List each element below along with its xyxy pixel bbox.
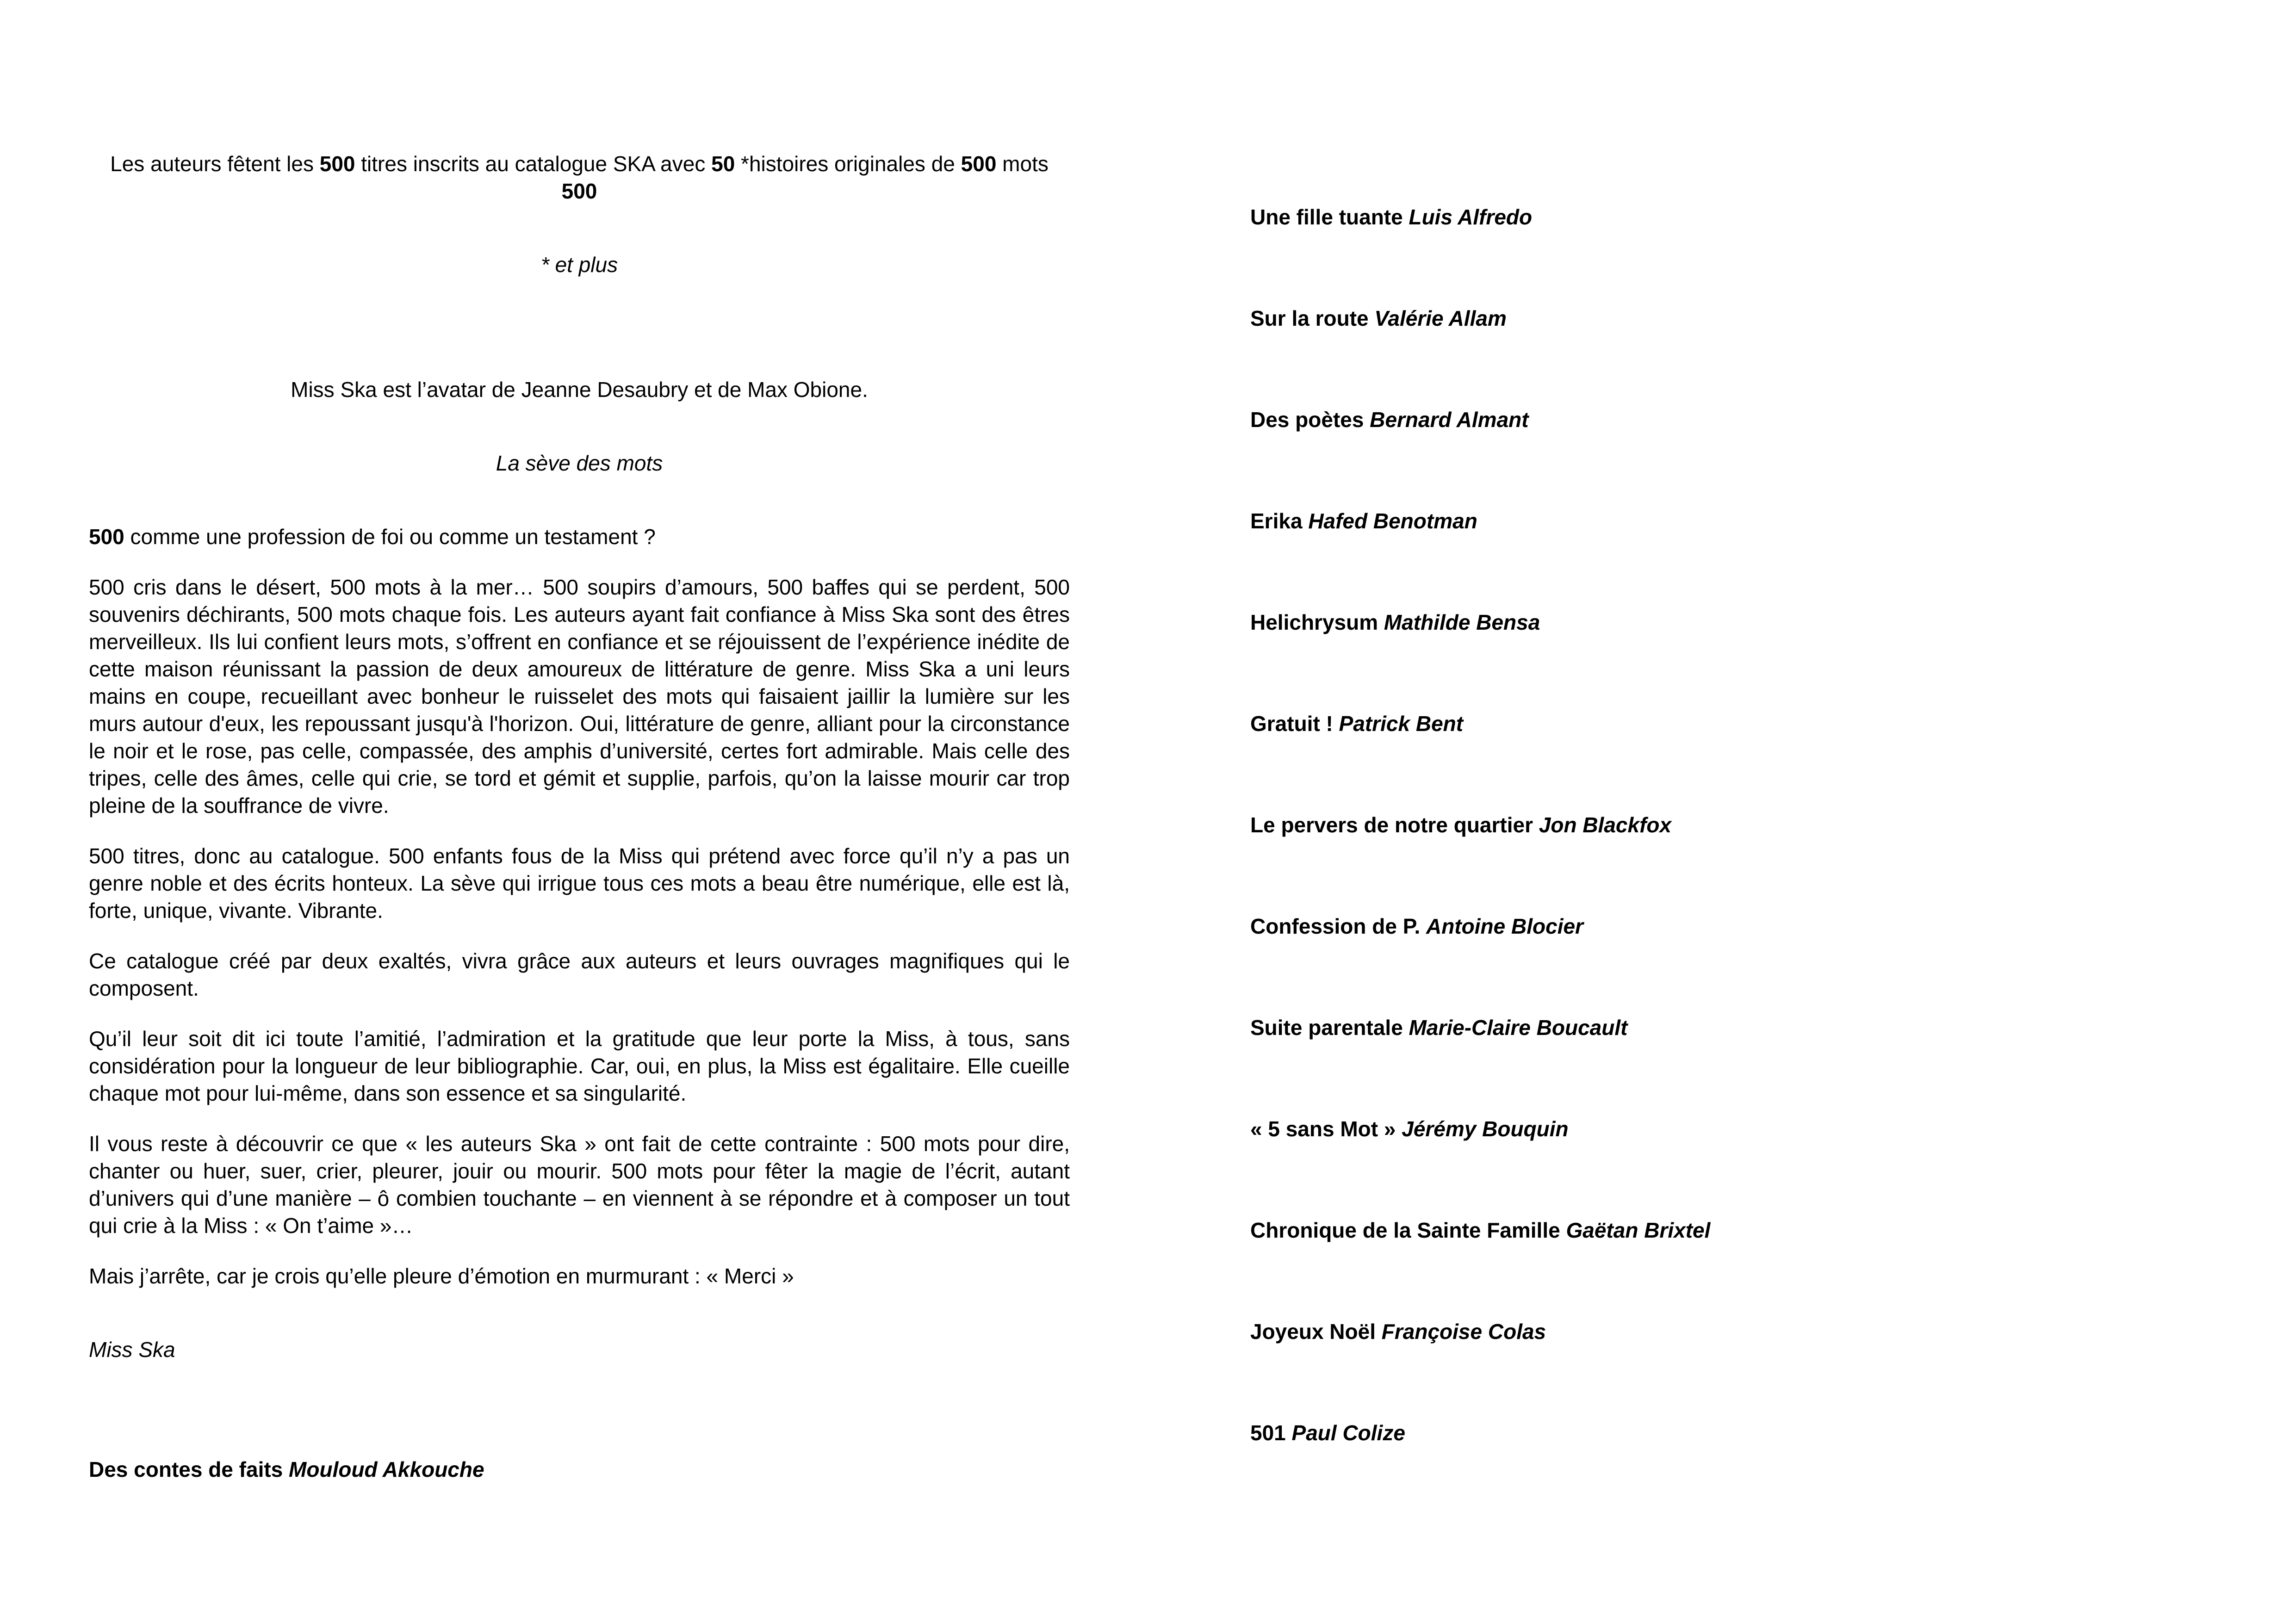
story-title: Joyeux Noël xyxy=(1250,1319,1382,1344)
story-entry xyxy=(1250,1318,2176,1419)
title-text: *histoires originales de xyxy=(735,152,961,176)
story-entry xyxy=(1250,508,2176,609)
story-title: Sur la route xyxy=(1250,306,1375,330)
paragraph: 500 titres, donc au catalogue. 500 enfants fous de la Miss qui prétend avec force qu’il n’y a pas un genre noble et des écrits honteux. La sève qui irrigue tous ces mots a beau être numérique, elle est là, forte, unique, vivante. Vibrante. xyxy=(89,844,1070,923)
story-title: « 5 sans Mot » xyxy=(1250,1117,1402,1141)
title-line xyxy=(89,150,1070,178)
story-author: Patrick Bent xyxy=(1339,712,1464,736)
story-author: Mathilde Bensa xyxy=(1384,610,1540,634)
title-number: 500 xyxy=(319,152,355,176)
story-entry xyxy=(1250,812,2176,913)
title-number: 50 xyxy=(711,152,735,176)
story-title: Helichrysum xyxy=(1250,610,1384,634)
left-column xyxy=(89,150,1070,1483)
story-title: Des contes de faits xyxy=(89,1457,289,1481)
paragraph: Qu’il leur soit dit ici toute l’amitié, l’admiration et la gratitude que leur porte la Miss, à tous, sans considération pour la longueur de leur bibliographie. Car, oui, en plus, la Miss est égalitaire. Elle cueille chaque mot pour lui-même, dans son essence et sa singularité. xyxy=(89,1027,1070,1105)
story-author: Paul Colize xyxy=(1291,1421,1405,1445)
story-entry xyxy=(1250,1217,2176,1318)
story-title: Une fille tuante xyxy=(1250,205,1409,229)
story-title: Le pervers de notre quartier xyxy=(1250,813,1539,837)
story-author: Mouloud Akkouche xyxy=(289,1457,484,1481)
story-title: Confession de P. xyxy=(1250,914,1427,938)
story-entry xyxy=(1250,1115,2176,1217)
story-title: Chronique de la Sainte Famille xyxy=(1250,1218,1566,1242)
story-author: Valérie Allam xyxy=(1374,306,1507,330)
story-list xyxy=(1250,204,2176,1521)
story-title: Erika xyxy=(1250,509,1309,533)
signature: Miss Ska xyxy=(89,1338,175,1362)
story-author: Bernard Almant xyxy=(1370,408,1529,432)
paragraph: Il vous reste à découvrir ce que « les auteurs Ska » ont fait de cette contrainte : 500 mots pour dire, chanter ou huer, suer, crier, pleurer, jouir ou mourir. 500 mots pour fêter la magie de l’écrit, autant d’univers qui d’une manière – ô combien touchante – en viennent à se répondre et à composer un tout qui crie à la Miss : « On t’aime »… xyxy=(89,1132,1070,1238)
footnote-et-plus: * et plus xyxy=(540,253,618,277)
intro-number: 500 xyxy=(89,525,124,549)
story-author: Hafed Benotman xyxy=(1308,509,1477,533)
story-author: Gaëtan Brixtel xyxy=(1566,1218,1711,1242)
story-title: Gratuit ! xyxy=(1250,712,1339,736)
story-author: Luis Alfredo xyxy=(1409,205,1533,229)
story-entry xyxy=(1250,406,2176,508)
story-title: Suite parentale xyxy=(1250,1016,1409,1040)
story-title: Des poètes xyxy=(1250,408,1370,432)
paragraph: Ce catalogue créé par deux exaltés, vivra grâce aux auteurs et leurs ouvrages magnifiques qui le composent. xyxy=(89,949,1070,1000)
intro-text: comme une profession de foi ou comme un testament ? xyxy=(124,525,656,549)
subtitle: La sève des mots xyxy=(496,451,663,475)
story-entry xyxy=(1250,305,2176,406)
title-text: Les auteurs fêtent les xyxy=(110,152,320,176)
story-author: Jon Blackfox xyxy=(1539,813,1672,837)
title-text: titres inscrits au catalogue SKA avec xyxy=(355,152,712,176)
story-title: 501 xyxy=(1250,1421,1292,1445)
title-line-2: 500 xyxy=(561,179,597,203)
story-entry xyxy=(89,1456,1070,1483)
title-number: 500 xyxy=(961,152,997,176)
story-entry xyxy=(1250,609,2176,710)
avatar-statement: Miss Ska est l’avatar de Jeanne Desaubry et de Max Obione. xyxy=(291,378,868,402)
closing-line: Mais j’arrête, car je crois qu’elle pleure d’émotion en murmurant : « Merci » xyxy=(89,1264,794,1288)
story-entry xyxy=(1250,710,2176,812)
intro-question xyxy=(89,523,1070,551)
story-author: Marie-Claire Boucault xyxy=(1409,1016,1628,1040)
story-entry xyxy=(1250,204,2176,305)
paragraph: 500 cris dans le désert, 500 mots à la mer… 500 soupirs d’amours, 500 baffes qui se perdent, 500 souvenirs déchirants, 500 mots chaque fois. Les auteurs ayant fait confiance à Miss Ska sont des êtres merveilleux. Ils lui confient leurs mots, s’offrent en confiance et se réjouissent de l’expérience inédite de cette maison réunissant la passion de deux amoureux de littérature de genre. Miss Ska a uni leurs mains en coupe, recueillant avec bonheur le ruisselet des mots qui faisaient jaillir la lumière sur les murs autour d'eux, les repoussant jusqu'à l'horizon. Oui, littérature de genre, alliant pour la circonstance le noir et le rose, pas celle, compassée, des amphis d’université, certes fort admirable. Mais celle des tripes, celle des âmes, celle qui crie, se tord et gémit et supplie, parfois, qu’on la laisse mourir car trop pleine de la souffrance de vivre. xyxy=(89,575,1070,818)
story-entry xyxy=(1250,1014,2176,1115)
story-author: Jérémy Bouquin xyxy=(1402,1117,1569,1141)
title-text: mots xyxy=(996,152,1049,176)
story-author: Françoise Colas xyxy=(1381,1319,1546,1344)
story-entry xyxy=(1250,913,2176,1014)
story-author: Antoine Blocier xyxy=(1426,914,1583,938)
story-entry xyxy=(1250,1419,2176,1521)
